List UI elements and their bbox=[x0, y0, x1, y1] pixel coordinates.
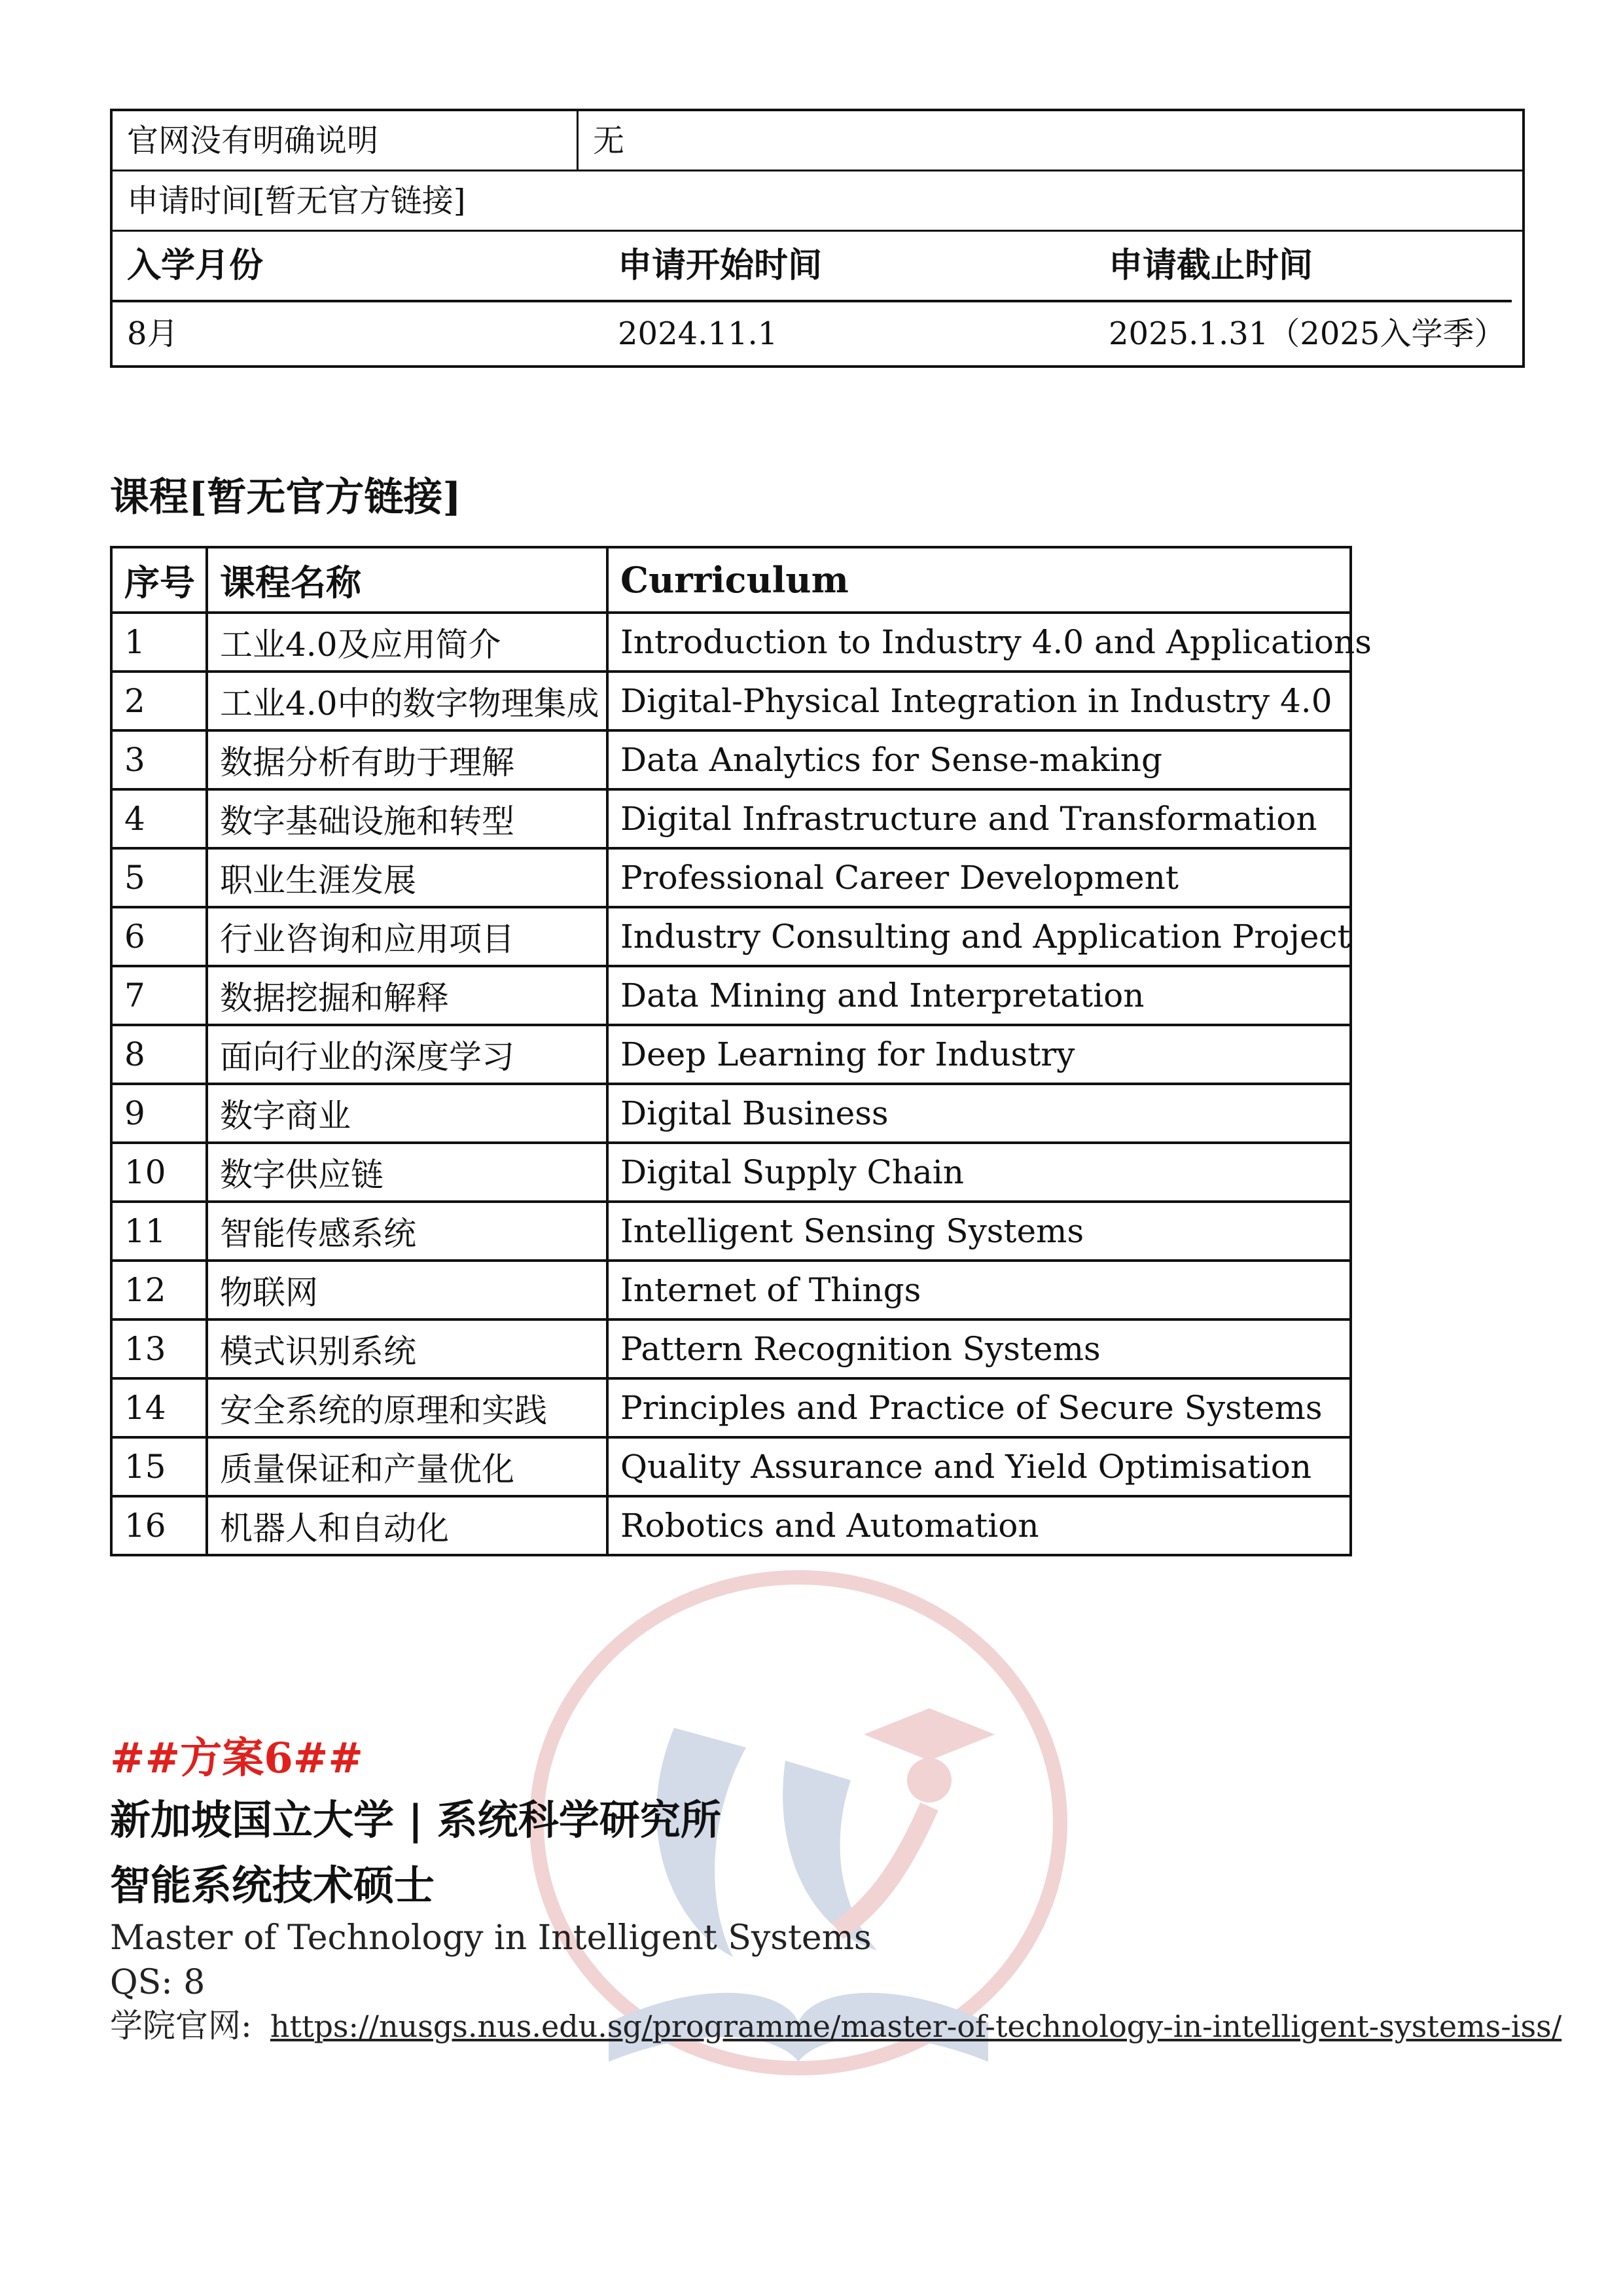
official-website-link[interactable]: https://nusgs.nus.edu.sg/programme/master-of-technology-in-intelligent-systems-iss/ bbox=[270, 2009, 1562, 2044]
course-number: 1 bbox=[111, 613, 207, 672]
courses-table-body bbox=[111, 613, 1372, 1555]
course-row bbox=[111, 848, 1351, 907]
intake-month-header: 入学月份 bbox=[127, 245, 264, 285]
course-name-cn: 数字基础设施和转型 bbox=[207, 789, 607, 848]
course-row bbox=[111, 1437, 1351, 1496]
course-name-en: Internet of Things bbox=[607, 1261, 1351, 1319]
course-name-cn: 数据挖掘和解释 bbox=[207, 966, 607, 1025]
course-name-en: Intelligent Sensing Systems bbox=[607, 1202, 1351, 1261]
course-row bbox=[111, 613, 1351, 672]
plan-label: ##方案6## bbox=[110, 1734, 364, 1783]
course-name-en: Digital-Physical Integration in Industry 4.0 bbox=[607, 672, 1351, 730]
course-number: 7 bbox=[111, 966, 207, 1025]
course-name-cn: 智能传感系统 bbox=[207, 1202, 607, 1261]
course-name-en: Pattern Recognition Systems bbox=[607, 1319, 1351, 1378]
application-deadline-header: 申请截止时间 bbox=[1109, 245, 1313, 285]
university-title: 新加坡国立大学 | 系统科学研究所 bbox=[110, 1796, 721, 1844]
course-row bbox=[111, 1319, 1351, 1378]
application-start-header: 申请开始时间 bbox=[618, 245, 823, 285]
course-name-en: Introduction to Industry 4.0 and Applications bbox=[607, 613, 1351, 672]
course-row bbox=[111, 1084, 1351, 1143]
course-name-cn: 行业咨询和应用项目 bbox=[207, 907, 607, 966]
curriculum-header: Curriculum bbox=[607, 547, 1351, 613]
course-name-cn: 模式识别系统 bbox=[207, 1319, 607, 1378]
application-time-heading: 申请时间[暂无官方链接] bbox=[113, 171, 1522, 232]
course-row bbox=[111, 1261, 1351, 1319]
courses-table bbox=[110, 546, 1372, 1556]
course-number: 5 bbox=[111, 848, 207, 907]
course-row bbox=[111, 1025, 1351, 1084]
course-name-cn: 安全系统的原理和实践 bbox=[207, 1378, 607, 1437]
course-number: 14 bbox=[111, 1378, 207, 1437]
application-time-header-row bbox=[113, 232, 1512, 302]
course-row bbox=[111, 1202, 1351, 1261]
course-number: 10 bbox=[111, 1143, 207, 1202]
course-name-en: Digital Business bbox=[607, 1084, 1351, 1143]
course-row bbox=[111, 1496, 1351, 1555]
courses-header-row bbox=[111, 547, 1351, 613]
course-name-cn: 工业4.0及应用简介 bbox=[207, 613, 607, 672]
application-info-table bbox=[110, 109, 1525, 368]
course-name-en: Data Analytics for Sense-making bbox=[607, 730, 1351, 789]
course-name-cn: 数据分析有助于理解 bbox=[207, 730, 607, 789]
course-name-en: Deep Learning for Industry bbox=[607, 1025, 1351, 1084]
course-row bbox=[111, 1143, 1351, 1202]
course-number: 16 bbox=[111, 1496, 207, 1555]
course-number-header: 序号 bbox=[111, 547, 207, 613]
course-row bbox=[111, 907, 1351, 966]
course-name-en: Digital Infrastructure and Transformation bbox=[607, 789, 1351, 848]
course-number: 12 bbox=[111, 1261, 207, 1319]
course-row bbox=[111, 730, 1351, 789]
course-row bbox=[111, 789, 1351, 848]
course-row bbox=[111, 672, 1351, 730]
course-name-cn: 职业生涯发展 bbox=[207, 848, 607, 907]
course-number: 11 bbox=[111, 1202, 207, 1261]
course-name-en: Quality Assurance and Yield Optimisation bbox=[607, 1437, 1351, 1496]
course-number: 4 bbox=[111, 789, 207, 848]
courses-section-title: 课程[暂无官方链接] bbox=[110, 475, 461, 520]
course-name-en: Digital Supply Chain bbox=[607, 1143, 1351, 1202]
course-name-cn: 物联网 bbox=[207, 1261, 607, 1319]
course-name-en: Data Mining and Interpretation bbox=[607, 966, 1351, 1025]
course-name-en: Professional Career Development bbox=[607, 848, 1351, 907]
course-number: 9 bbox=[111, 1084, 207, 1143]
course-name-header: 课程名称 bbox=[207, 547, 607, 613]
qs-ranking: QS: 8 bbox=[110, 1963, 205, 2002]
degree-title-en: Master of Technology in Intelligent Systems bbox=[110, 1918, 872, 1958]
course-number: 8 bbox=[111, 1025, 207, 1084]
course-number: 2 bbox=[111, 672, 207, 730]
course-number: 6 bbox=[111, 907, 207, 966]
intake-month-value: 8月 bbox=[127, 315, 179, 352]
info-note-value: 无 bbox=[593, 122, 625, 159]
course-name-en: Principles and Practice of Secure Systems bbox=[607, 1378, 1351, 1437]
course-name-cn: 数字供应链 bbox=[207, 1143, 607, 1202]
application-deadline-value: 2025.1.31（2025入学季） bbox=[1109, 315, 1506, 352]
course-number: 15 bbox=[111, 1437, 207, 1496]
official-website-line bbox=[110, 2007, 1562, 2045]
course-name-cn: 工业4.0中的数字物理集成 bbox=[207, 672, 607, 730]
course-name-cn: 质量保证和产量优化 bbox=[207, 1437, 607, 1496]
course-number: 3 bbox=[111, 730, 207, 789]
course-name-cn: 数字商业 bbox=[207, 1084, 607, 1143]
course-name-en: Industry Consulting and Application Project bbox=[607, 907, 1351, 966]
course-row bbox=[111, 1378, 1351, 1437]
course-name-cn: 面向行业的深度学习 bbox=[207, 1025, 607, 1084]
application-time-value-row bbox=[113, 302, 1522, 365]
course-number: 13 bbox=[111, 1319, 207, 1378]
course-name-cn: 机器人和自动化 bbox=[207, 1496, 607, 1555]
course-row bbox=[111, 966, 1351, 1025]
degree-title-cn: 智能系统技术硕士 bbox=[110, 1861, 435, 1909]
course-name-en: Robotics and Automation bbox=[607, 1496, 1351, 1555]
info-row-note bbox=[113, 111, 1522, 171]
application-start-value: 2024.11.1 bbox=[618, 315, 778, 352]
official-website-label: 学院官网: bbox=[110, 2007, 252, 2045]
info-note-label: 官网没有明确说明 bbox=[113, 111, 579, 170]
